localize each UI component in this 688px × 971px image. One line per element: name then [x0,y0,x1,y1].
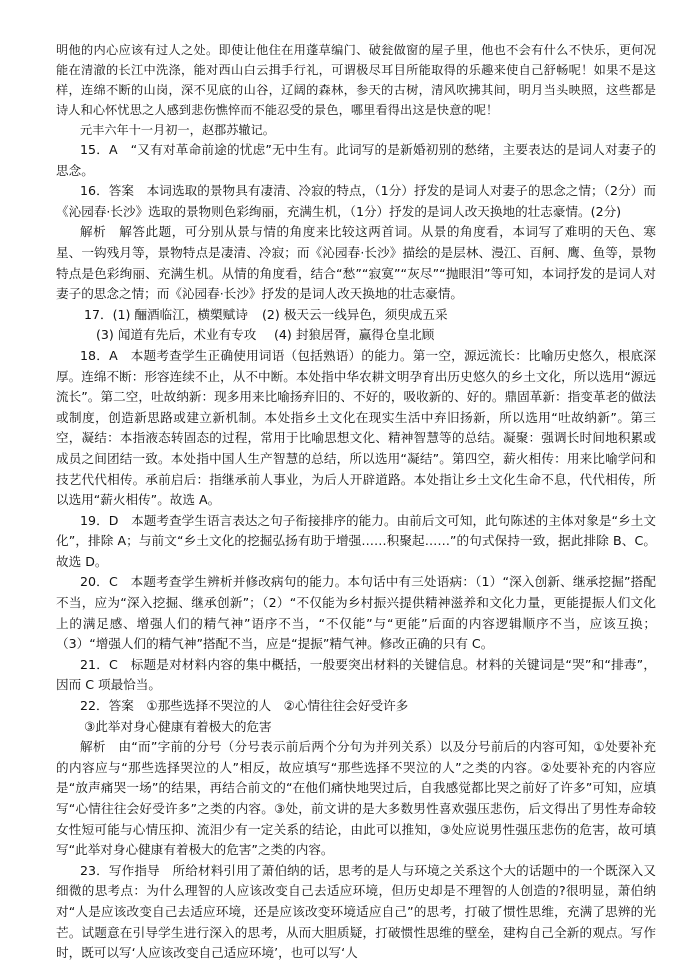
answer-22-line-2: ③此举对身心健康有着极大的危害 [84,718,272,734]
answer-16: 16．答案 本词选取的景物具有凄清、冷寂的特点，（1分）抒发的是词人对妻子的思念之情；（2分）而《沁园春·长沙》选取的景物则色彩绚丽，充满生机，（1分）抒发的是词人改天换地的壮志豪情。(2分) [56,183,656,219]
answer-17-1: 17．(1) 酾酒临江，横槊赋诗 [84,306,248,322]
answer-15: 15．A “又有对革命前途的忧虑”无中生有。此词写的是新婚初别的愁绪，主要表达的是词人对妻子的思念。 [56,142,656,178]
answer-22-analysis: 解析 由“而”字前的分号（分号表示前后两个分句为并列关系）以及分号前后的内容可知，①处要补充的内容应与“那些选择哭泣的人”相反，故应填写“那些选择不哭泣的人”之类的内容。②处要补充的内容应是“放声痛哭一场”的结果，再结合前文的“在他们痛快地哭过后，自我感觉都比哭之前好了许多”可知，应填写“心情往往会好受许多”之类的内容。③处，前文讲的是大多数男性喜欢强压悲伤，后文得出了男性寿命较女性短可能与心情压抑、流泪少有一定关系的结论，由此可以推知，③处应说男性强压悲伤的危害，故可填写“此举对身心健康有着极大的危害”之类的内容。 [56,739,656,858]
answer-17-3: (3) 闻道有先后，术业有专攻 [96,327,257,343]
answer-21: 21．C 标题是对材料内容的集中概括，一般要突出材料的关键信息。材料的关键词是“哭”和“排毒”，因而 C 项最恰当。 [56,656,656,693]
answer-19: 19．D 本题考查学生语言表达之句子衔接排序的能力。由前后文可知，此句陈述的主体对象是“乡土文化”，排除 A；与前文“乡土文化的挖掘弘扬有助于增强……积聚起……”的句式保持一致，据此排除 B、C。故选 D。 [56,512,656,569]
answer-17-2: (2) 极天云一线异色，须臾成五采 [262,306,448,322]
answer-22: 22．答案 ①那些选择不哭泣的人 ②心情往往会好受许多 [80,698,409,714]
translation-paragraph: 明他的内心应该有过人之处。即使让他住在用蓬草编门、破瓮做窗的屋子里，他也不会有什么不快乐，更何况能在清澈的长江中洗涤，能对西山白云揖手行礼，可谓极尽耳目所能取得的乐趣来使自己舒畅呢！如果不是这样，连绵不断的山岗，深不见底的山谷，辽阔的森林，参天的古树，清风吹拂其间，明月当头映照，这些都是诗人和心怀忧思之人感到悲伤憔悴而不能忍受的景色，哪里看得出这是快意的呢！ [56,43,656,117]
answer-17-row-2 [96,325,656,346]
answer-18: 18．A 本题考查学生正确使用词语（包括熟语）的能力。第一空，源远流长：比喻历史悠久，根底深厚。连绵不断：形容连续不止，从不中断。本处指中华农耕文明孕育出历史悠久的乡土文化，所以选用“源远流长”。第二空，吐故纳新：现多用来比喻扬弃旧的、不好的，吸收新的、好的。鼎固革新：指变革老的做法或制度，创造新思路或建立新机制。本处指乡土文化在现实生活中弃旧扬新，所以选用“吐故纳新”。第三空，凝结：本指液态转固态的过程，常用于比喻思想文化、精神智慧等的总结。凝聚：强调长时间地积累或成员之间团结一致。本处指中国人生产智慧的总结，所以选用“凝结”。第四空，薪火相传：用来比喻学问和技艺代代相传。承前启后：指继承前人事业，为后人开辟道路。本处指让乡土文化生命不息，代代相传，所以选用“薪火相传”。故选 A。 [56,347,656,508]
answer-key [56,140,656,964]
essay-date-signature: 元丰六年十一月初一，赵郡苏辙记。 [80,123,275,137]
answer-23: 23．写作指导 所给材料引用了萧伯纳的话，思考的是人与环境之关系这个大的话题中的一个既深入又细微的思考点：为什么理智的人应该改变自己去适应环境，但历史却是不理智的人创造的?很明显，萧伯纳对“人是应该改变自己去适应环境，还是应该改变环境适应自己”的思考，打破了惯性思维，充满了思辨的光芒。试题意在引导学生进行深入的思考，从而大胆质疑，打破惯性思维的壁垒，建构自己全新的观点。写作时，既可以写‘人应该改变自己适应环境’，也可以写‘人 [56,862,656,961]
classical-translation [56,40,656,120]
answer-17-row-1 [84,305,656,326]
answer-16-analysis: 解析 解答此题，可分别从景与情的角度来比较这两首词。从景的角度看，本词写了难明的天色、寒星、一钩残月等，景物特点是凄清、冷寂；而《沁园春·长沙》描绘的是层林、漫江、百舸、鹰、鱼等，景物特点是色彩绚丽、充满生机。从情的角度看，结合“愁”“寂寞”“灰尽”“抛眼泪”等可知，本词抒发的是词人对妻子的思念之情；而《沁园春·长沙》抒发的是词人改天换地的壮志豪情。 [56,224,656,302]
answer-20: 20．C 本题考查学生辨析并修改病句的能力。本句话中有三处语病：（1）“深入创新、继承挖掘”搭配不当，应为“深入挖掘、继承创新”；（2）“不仅能为乡村振兴提供精神滋养和文化力量，更能提振人们文化上的满足感、增强人们的精气神”语序不当，“不仅能”与“更能”后面的内容逻辑顺序不当，应该互换；（3）“增强人们的精气神”搭配不当，应是“提振”精气神。修改正确的只有 C。 [56,574,656,652]
answer-17-4: (4) 封狼居胥，赢得仓皇北顾 [274,327,435,343]
